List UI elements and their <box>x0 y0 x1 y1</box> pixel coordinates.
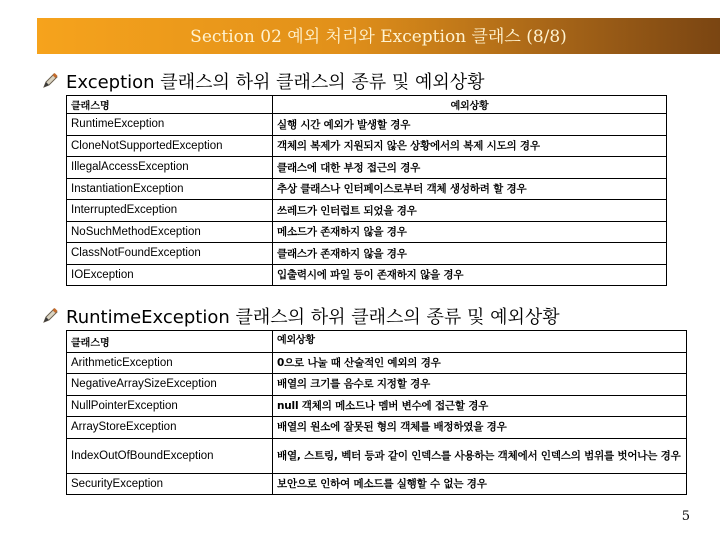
exception-case-cell: 메소드가 존재하지 않을 경우 <box>273 221 667 243</box>
class-name-cell: IndexOutOfBoundException <box>67 438 273 473</box>
exception-case-cell: 배열의 원소에 잘못된 형의 객체를 배정하였을 경우 <box>273 417 687 439</box>
class-name-cell: IllegalAccessException <box>67 157 273 179</box>
exception-case-cell: 객체의 복제가 지원되지 않은 상황에서의 복제 시도의 경우 <box>273 135 667 157</box>
section-heading-text: Exception 클래스의 하위 클래스의 종류 및 예외상황 <box>66 72 485 93</box>
class-name-cell: NoSuchMethodException <box>67 221 273 243</box>
class-name-cell: IOException <box>67 264 273 286</box>
section-heading-exception <box>42 68 485 94</box>
table-row <box>67 135 667 157</box>
class-name-cell: RuntimeException <box>67 114 273 136</box>
exception-case-cell: 배열의 크기를 음수로 지정할 경우 <box>273 374 687 396</box>
table-row <box>67 417 687 439</box>
class-name-cell: ArrayStoreException <box>67 417 273 439</box>
exception-case-cell: 0으로 나눌 때 산술적인 예외의 경우 <box>273 352 687 374</box>
section-heading-text: RuntimeException 클래스의 하위 클래스의 종류 및 예외상황 <box>66 307 560 328</box>
header-exception-case: 예외상황 <box>273 331 687 353</box>
exception-table <box>66 95 667 286</box>
table-header-row <box>67 96 667 114</box>
table-row <box>67 473 687 495</box>
table-row <box>67 352 687 374</box>
exception-case-cell: 추상 클래스나 인터페이스로부터 객체 생성하려 할 경우 <box>273 178 667 200</box>
pencil-bullet-icon <box>42 308 58 324</box>
table-row <box>67 114 667 136</box>
class-name-cell: ArithmeticException <box>67 352 273 374</box>
class-name-cell: NullPointerException <box>67 395 273 417</box>
table-row <box>67 243 667 265</box>
table-row <box>67 178 667 200</box>
class-name-cell: InterruptedException <box>67 200 273 222</box>
section-heading-runtime <box>42 303 560 329</box>
class-name-cell: ClassNotFoundException <box>67 243 273 265</box>
table-row <box>67 221 667 243</box>
table-row <box>67 264 667 286</box>
header-exception-case: 예외상황 <box>273 96 667 114</box>
title-bar <box>37 18 720 54</box>
class-name-cell: CloneNotSupportedException <box>67 135 273 157</box>
table-row <box>67 157 667 179</box>
class-name-cell: InstantiationException <box>67 178 273 200</box>
exception-case-cell: 실행 시간 예외가 발생할 경우 <box>273 114 667 136</box>
header-class-name: 클래스명 <box>67 96 273 114</box>
table-row <box>67 374 687 396</box>
page-number: 5 <box>681 509 690 524</box>
table-row <box>67 438 687 473</box>
exception-case-cell: 클래스가 존재하지 않을 경우 <box>273 243 667 265</box>
runtime-exception-table <box>66 330 687 495</box>
table-row <box>67 395 687 417</box>
exception-case-cell: 배열, 스트링, 벡터 등과 같이 인덱스를 사용하는 객체에서 인덱스의 범위를 벗어나는 경우 <box>273 438 687 473</box>
exception-case-cell: null 객체의 메소드나 멤버 변수에 접근할 경우 <box>273 395 687 417</box>
table-row <box>67 200 667 222</box>
exception-case-cell: 클래스에 대한 부정 접근의 경우 <box>273 157 667 179</box>
exception-case-cell: 쓰레드가 인터럽트 되었을 경우 <box>273 200 667 222</box>
exception-case-cell: 보안으로 인하여 메소드를 실행할 수 없는 경우 <box>273 473 687 495</box>
header-class-name: 클래스명 <box>67 331 273 353</box>
exception-case-cell: 입출력시에 파일 등이 존재하지 않을 경우 <box>273 264 667 286</box>
table-header-row <box>67 331 687 353</box>
slide-title: Section 02 예외 처리와 Exception 클래스 (8/8) <box>190 27 567 47</box>
class-name-cell: SecurityException <box>67 473 273 495</box>
pencil-bullet-icon <box>42 73 58 89</box>
class-name-cell: NegativeArraySizeException <box>67 374 273 396</box>
